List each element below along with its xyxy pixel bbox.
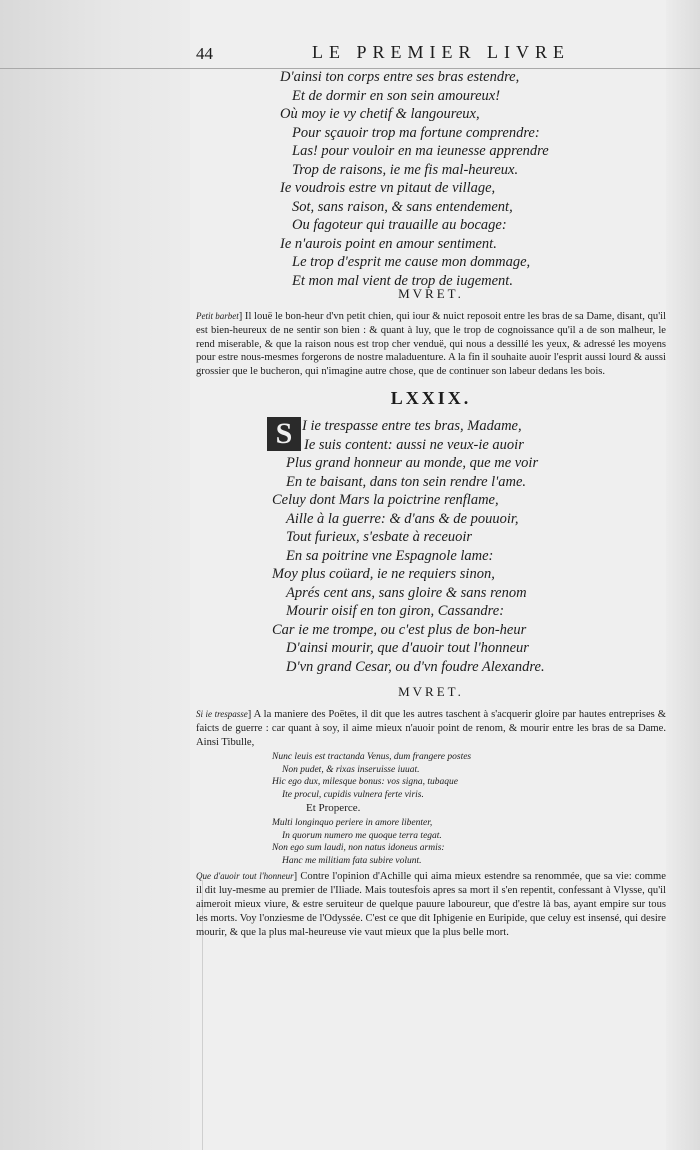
running-head: LE PREMIER LIVRE: [312, 42, 570, 62]
latin-line: Multi longinquo periere in amore libenter,: [272, 818, 433, 829]
commentary-paragraph: [196, 870, 666, 939]
properce-label: Et Properce.: [306, 802, 361, 815]
muret-commentary-1: [196, 285, 666, 379]
commentary-lemma: Si ie trespasse: [196, 709, 248, 719]
verse-line: D'vn grand Cesar, ou d'vn foudre Alexandre.: [286, 658, 545, 675]
verse-line: Las! pour vouloir en ma ieunesse apprendre: [292, 143, 549, 159]
verse-line: Ou fagoteur qui trauaille au bocage:: [292, 217, 507, 233]
latin-line: In quorum numero me quoque terra tegat.: [282, 830, 442, 841]
verse-line: Car ie me trompe, ou c'est plus de bon-heur: [272, 621, 527, 638]
verse-line: I ie trespasse entre tes bras, Madame,: [302, 418, 522, 434]
verse-line: Celuy dont Mars la poictrine renflame,: [272, 492, 499, 508]
latin-line: Nunc leuis est tractanda Venus, dum frangere postes: [272, 752, 472, 763]
commentary-text: ] Il louë le bon-heur d'vn petit chien, qui iour & nuict reposoit entre les bras de sa Dame, disant, qu'il est bien-heureux de ne sentir son bien : & quant à luy, que le trop de cognoissance qu'il a de son malheur, le rend miserable, & que la raison nous est trop cher venduë, qui nous a dessillé les yeux, & adressé les moyens pour estre nous-mesmes forgerons de nostre maladuenture. A la fin il souhaite auoir l'esprit aussi lourd & aussi grossier que le bucheron, qui n'imagine autre chose, que de continuer son labeur dedans les bois.: [196, 311, 666, 378]
verse-line: Et mon mal vient de trop de iugement.: [292, 272, 513, 289]
verse-line: Ie n'aurois point en amour sentiment.: [280, 235, 497, 252]
commentary-lemma: Que d'auoir tout l'honneur: [196, 871, 294, 882]
muret-commentary-2: [196, 683, 666, 939]
latin-line: Hanc me militiam fata subire volunt.: [282, 855, 422, 866]
verse-line: Ie voudrois estre vn pitaut de village,: [280, 180, 496, 196]
right-page-edge: [666, 0, 700, 1150]
stanza-top: [196, 68, 666, 290]
sonnet-lxxix: [196, 388, 666, 676]
commentary-lemma: Petit barbet: [196, 311, 239, 321]
commentary-text: ] Contre l'opinion d'Achille qui aima mieux estendre sa renommée, que sa vie: comme il dit luy-mesme au premier de l'Iliade. Mais toutesfois apres sa mort il s'en repentit, confessant à Vlysse, qu'il aimeroit mieux viure, & estre seruiteur de quelque pauure laboureur, que d'estre là bas, ayant empire sur tous les morts. Voy l'onziesme de l'Odyssée. C'est ce que dit Iphigenie en Euripide, que celuy est insensé, qui desire mourir, & que la plus mal-heureuse vie vaut mieux que la plus belle mort.: [196, 871, 666, 938]
latin-line: Ite procul, cupidis vulnera ferte viris.: [282, 789, 424, 800]
verse-line: D'ainsi mourir, que d'auoir tout l'honneur: [286, 640, 529, 656]
sonnet-title: LXXIX.: [390, 388, 472, 408]
verse-line: Et de dormir en son sein amoureux!: [292, 87, 501, 104]
latin-line: Non pudet, & rixas inseruisse iuuat.: [282, 764, 420, 775]
verse-line: Tout furieux, s'esbate à receuoir: [286, 529, 473, 545]
verse-line: Aille à la guerre: & d'ans & de pouuoir,: [286, 510, 519, 527]
latin-line: Hic ego dux, milesque bonus: vos signa, tubaque: [272, 777, 459, 788]
verse-line: Aprés cent ans, sans gloire & sans renom: [286, 584, 527, 601]
latin-quote-propertius: [196, 817, 666, 867]
verse-line: Pour sçauoir trop ma fortune comprendre:: [292, 124, 540, 141]
verse-line: D'ainsi ton corps entre ses bras estendre,: [280, 69, 520, 85]
verse-line: Où moy ie vy chetif & langoureux,: [280, 106, 480, 122]
commentary-paragraph: [196, 310, 666, 379]
verse-line: Sot, sans raison, & sans entendement,: [292, 198, 513, 215]
commentary-heading: MVRET.: [398, 684, 464, 699]
commentary-text: ] A la maniere des Poëtes, il dit que les autres taschent à s'acquerir gloire par hautes entreprises & faicts de guerre : car quant à soy, il aime mieux n'auoir point de renom, & mourir entre les bras de sa Dame. Ainsi Tibulle,: [196, 709, 666, 748]
verse-line: Trop de raisons, ie me fis mal-heureux.: [292, 161, 519, 178]
verse-line: Moy plus coüard, ie ne requiers sinon,: [272, 566, 495, 582]
latin-quote-tibullus: [196, 751, 666, 801]
verse-line: Mourir oisif en ton giron, Cassandre:: [286, 603, 505, 619]
verse-line: Ie suis content: aussi ne veux-ie auoir: [304, 436, 524, 453]
page-number: 44: [196, 44, 213, 63]
page-header: [0, 40, 700, 69]
verse-line: Plus grand honneur au monde, que me voir: [286, 455, 539, 471]
verse-line: En sa poitrine vne Espagnole lame:: [286, 547, 494, 564]
verse-line: En te baisant, dans ton sein rendre l'ame.: [286, 473, 527, 490]
sonnet-body: [196, 417, 666, 676]
verse-line: Le trop d'esprit me cause mon dommage,: [292, 254, 531, 270]
commentary-paragraph: [196, 708, 666, 749]
dropcap-initial: S: [267, 417, 301, 451]
left-page-margin: [0, 0, 190, 1150]
commentary-heading: MVRET.: [398, 286, 464, 301]
latin-line: Non ego sum laudi, non natus idoneus armis:: [272, 843, 445, 854]
